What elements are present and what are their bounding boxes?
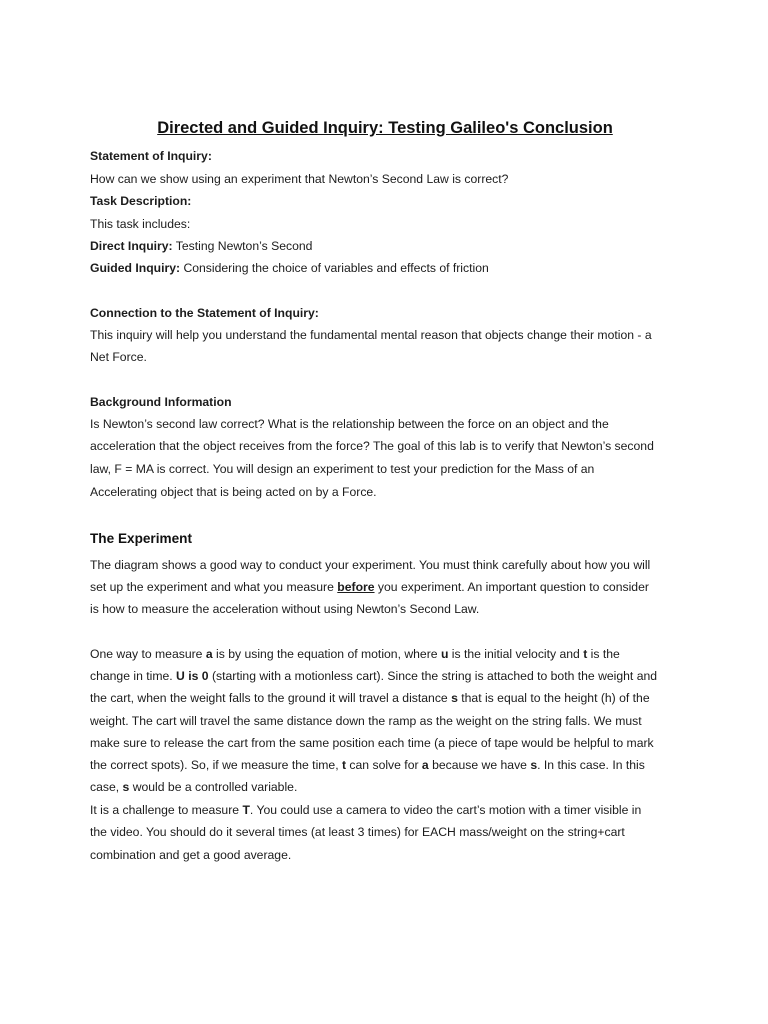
text-span: One way to measure	[90, 647, 206, 661]
experiment-p3-line-2: the video. You should do it several times (at least 3 times) for EACH mass/weight on the string+cart	[90, 825, 625, 839]
text-span: can solve for	[346, 758, 422, 772]
var-a: a	[421, 758, 429, 772]
text-span: is the initial velocity and	[448, 647, 584, 661]
text-span: you experiment. An important question to consider	[374, 580, 649, 594]
guided-inquiry-text: Considering the choice of variables and effects of friction	[180, 261, 489, 275]
var-s: s	[451, 691, 458, 705]
text-span: (starting with a motionless cart). Since the string is attached to both the weight and	[208, 669, 658, 683]
background-heading: Background Information	[90, 395, 232, 409]
direct-inquiry-line	[90, 238, 312, 254]
text-span: is the	[587, 647, 620, 661]
experiment-p2-line-4: weight. The cart will travel the same distance down the ramp as the weight on the string falls. We must	[90, 714, 642, 728]
experiment-p1-line-2	[90, 579, 649, 595]
var-a: a	[205, 647, 213, 661]
experiment-p1-line-3: is how to measure the acceleration without using Newton’s Second Law.	[90, 602, 480, 616]
text-span: the correct spots). So, if we measure the time,	[90, 758, 342, 772]
text-span: . You could use a camera to video the cart’s motion with a timer visible in	[249, 803, 642, 817]
text-span: is by using the equation of motion, where	[212, 647, 441, 661]
var-u: u	[440, 647, 449, 661]
statement-heading: Statement of Inquiry:	[90, 149, 212, 163]
connection-line-1: This inquiry will help you understand the fundamental mental reason that objects change their motion - a	[90, 328, 652, 342]
text-span: because we have	[428, 758, 531, 772]
text-span: change in time.	[90, 669, 177, 683]
text-span: would be a controlled variable.	[129, 780, 298, 794]
text-span: case,	[90, 780, 123, 794]
var-T: T	[242, 803, 250, 817]
connection-heading: Connection to the Statement of Inquiry:	[90, 306, 319, 320]
experiment-p1-line-1: The diagram shows a good way to conduct your experiment. You must think carefully about how you will	[90, 558, 651, 572]
experiment-p2-line-2	[90, 668, 657, 684]
before-emphasis: before	[337, 580, 375, 594]
background-line-1: Is Newton’s second law correct? What is the relationship between the force on an object and the	[90, 417, 609, 431]
background-line-3: law, F = MA is correct. You will design an experiment to test your prediction for the Mass of an	[90, 462, 595, 476]
guided-inquiry-label: Guided Inquiry:	[90, 261, 181, 275]
document-title: Directed and Guided Inquiry: Testing Galileo's Conclusion	[157, 119, 613, 137]
background-line-4: Accelerating object that is being acted on by a Force.	[90, 485, 377, 499]
var-s: s	[530, 758, 538, 772]
direct-inquiry-text: Testing Newton’s Second	[172, 239, 313, 253]
guided-inquiry-line	[90, 260, 489, 276]
experiment-p3-line-1	[90, 802, 641, 818]
var-s: s	[122, 780, 130, 794]
var-t: t	[341, 758, 347, 772]
var-t: t	[583, 647, 588, 661]
text-span: that is equal to the height (h) of the	[457, 691, 650, 705]
text-span: It is a challenge to measure	[90, 803, 243, 817]
experiment-p2-line-5: make sure to release the cart from the same position each time (a piece of tape would be helpful to mark	[90, 736, 654, 750]
background-line-2: acceleration that the object receives from the force? The goal of this lab is to verify that Newton’s second	[90, 439, 654, 453]
experiment-p2-line-3	[90, 690, 650, 706]
statement-text: How can we show using an experiment that Newton’s Second Law is correct?	[90, 172, 509, 186]
task-intro: This task includes:	[90, 217, 191, 231]
task-heading: Task Description:	[90, 194, 192, 208]
experiment-p2-line-1	[90, 646, 620, 662]
connection-line-2: Net Force.	[90, 350, 147, 364]
experiment-heading: The Experiment	[90, 531, 192, 546]
text-span: the cart, when the weight falls to the ground it will travel a distance	[90, 691, 452, 705]
experiment-p2-line-6	[90, 757, 645, 773]
experiment-p2-line-7	[90, 779, 297, 795]
experiment-p3-line-3: combination and get a good average.	[90, 848, 292, 862]
text-span: . In this case. In this	[537, 758, 645, 772]
u-is-zero: U is 0	[176, 669, 209, 683]
direct-inquiry-label: Direct Inquiry:	[90, 239, 173, 253]
text-span: set up the experiment and what you measure	[90, 580, 338, 594]
